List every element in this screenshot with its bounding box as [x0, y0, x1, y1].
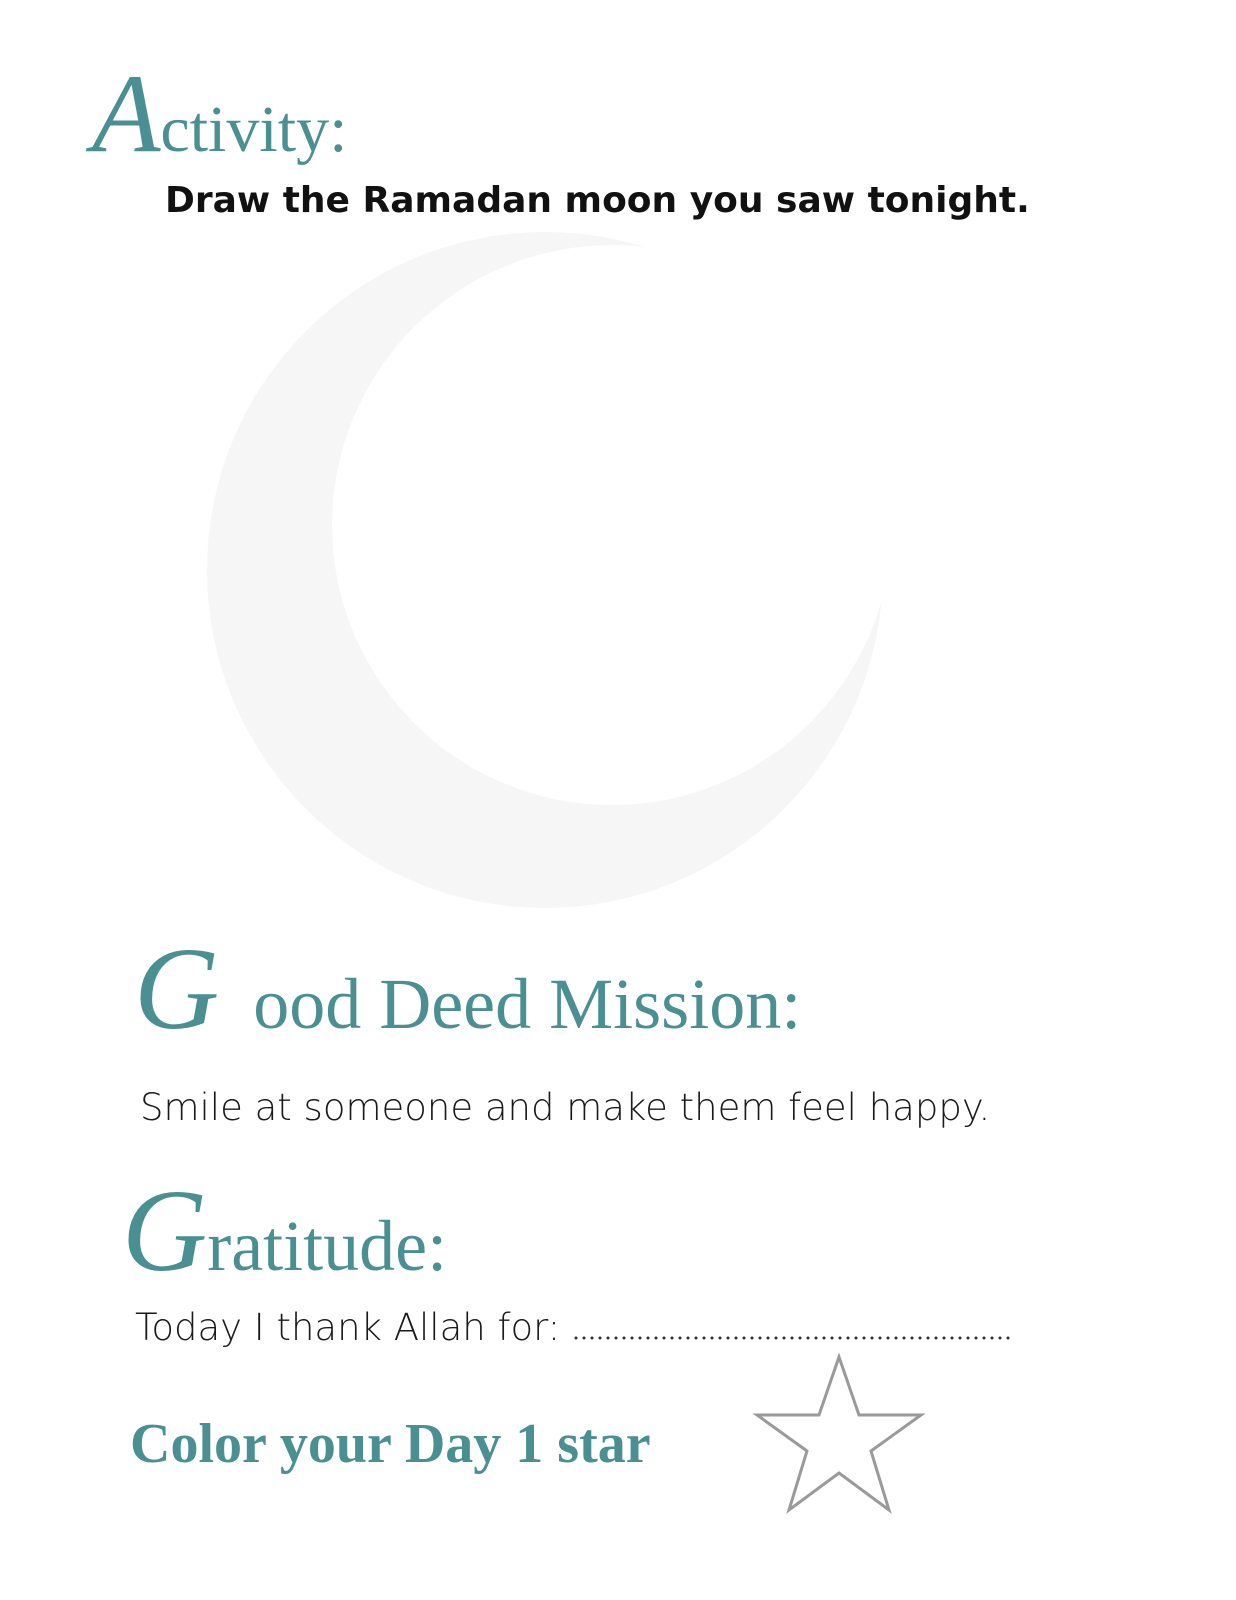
gratitude-dotted-line — [572, 1336, 1012, 1340]
activity-instruction: Draw the Ramadan moon you saw tonight. — [165, 180, 1030, 221]
activity-heading-initial: A — [92, 52, 161, 176]
gratitude-heading-rest: ratitude: — [207, 1206, 448, 1286]
good-deed-text: Smile at someone and make them feel happy. — [140, 1086, 991, 1129]
crescent-moon-icon — [200, 225, 900, 915]
gratitude-prompt: Today I thank Allah for: — [135, 1306, 561, 1349]
good-deed-heading-initial: G — [134, 923, 220, 1054]
good-deed-heading-rest: ood Deed Mission: — [253, 964, 802, 1044]
gratitude-heading — [122, 1165, 448, 1296]
star-label: Color your Day 1 star — [130, 1413, 651, 1475]
gratitude-heading-initial: G — [122, 1165, 208, 1296]
gratitude-line — [135, 1306, 1012, 1349]
good-deed-heading — [134, 923, 802, 1054]
activity-heading-rest: ctivity: — [160, 93, 348, 166]
activity-heading — [92, 52, 348, 176]
star-outline-icon — [752, 1352, 926, 1518]
